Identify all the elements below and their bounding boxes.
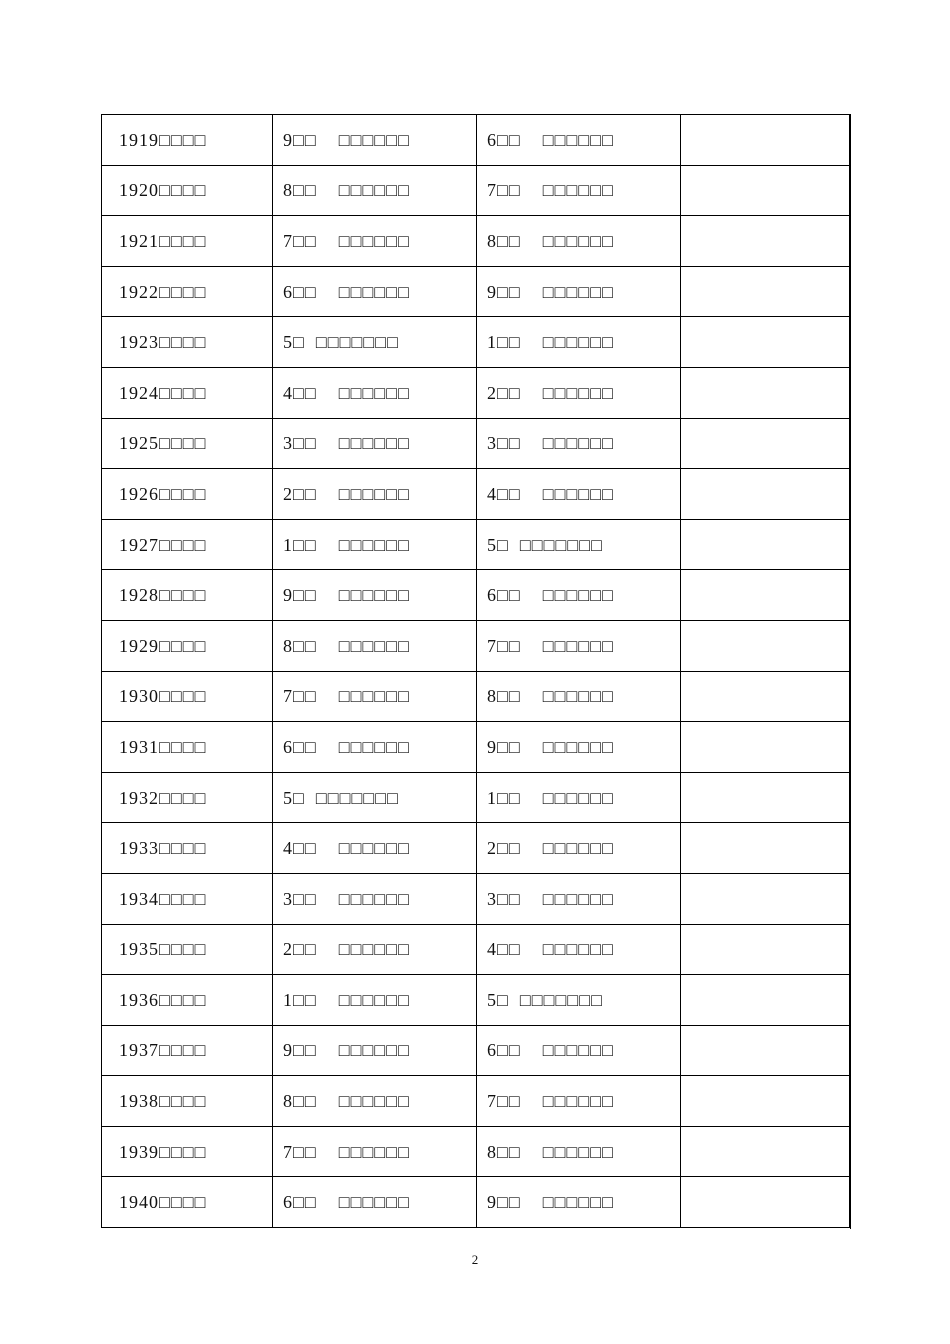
notes-cell (681, 772, 850, 823)
notes-cell (681, 418, 850, 469)
table-row (102, 823, 850, 874)
table-row (102, 165, 850, 216)
notes-cell (681, 266, 850, 317)
table-row (102, 216, 850, 267)
year-cell: 1926□□□□ (102, 469, 273, 520)
value-cell-b: 9□□ □□□□□□ (477, 1177, 681, 1228)
value-cell-b: 9□□ □□□□□□ (477, 722, 681, 773)
value-cell-a: 8□□ □□□□□□ (273, 1076, 477, 1127)
year-cell: 1924□□□□ (102, 367, 273, 418)
table-row (102, 1076, 850, 1127)
value-cell-a: 8□□ □□□□□□ (273, 620, 477, 671)
value-cell-b: 4□□ □□□□□□ (477, 469, 681, 520)
notes-cell (681, 115, 850, 166)
value-cell-a: 7□□ □□□□□□ (273, 1126, 477, 1177)
year-cell: 1935□□□□ (102, 924, 273, 975)
value-cell-a: 9□□ □□□□□□ (273, 1025, 477, 1076)
table-row (102, 722, 850, 773)
table-row (102, 266, 850, 317)
year-table (101, 114, 850, 1228)
notes-cell (681, 924, 850, 975)
value-cell-a: 6□□ □□□□□□ (273, 722, 477, 773)
year-cell: 1922□□□□ (102, 266, 273, 317)
year-cell: 1925□□□□ (102, 418, 273, 469)
year-cell: 1933□□□□ (102, 823, 273, 874)
value-cell-b: 8□□ □□□□□□ (477, 671, 681, 722)
value-cell-b: 6□□ □□□□□□ (477, 570, 681, 621)
value-cell-b: 4□□ □□□□□□ (477, 924, 681, 975)
notes-cell (681, 671, 850, 722)
value-cell-a: 8□□ □□□□□□ (273, 165, 477, 216)
notes-cell (681, 1177, 850, 1228)
notes-cell (681, 469, 850, 520)
notes-cell (681, 317, 850, 368)
value-cell-a: 4□□ □□□□□□ (273, 823, 477, 874)
table-row (102, 115, 850, 166)
year-cell: 1930□□□□ (102, 671, 273, 722)
year-cell: 1919□□□□ (102, 115, 273, 166)
table-row (102, 975, 850, 1026)
value-cell-a: 7□□ □□□□□□ (273, 216, 477, 267)
year-cell: 1940□□□□ (102, 1177, 273, 1228)
notes-cell (681, 570, 850, 621)
value-cell-b: 8□□ □□□□□□ (477, 1126, 681, 1177)
table-row (102, 620, 850, 671)
table-row (102, 1126, 850, 1177)
value-cell-b: 3□□ □□□□□□ (477, 418, 681, 469)
table-row (102, 469, 850, 520)
table-row (102, 317, 850, 368)
year-cell: 1921□□□□ (102, 216, 273, 267)
notes-cell (681, 165, 850, 216)
year-cell: 1938□□□□ (102, 1076, 273, 1127)
year-cell: 1936□□□□ (102, 975, 273, 1026)
value-cell-a: 6□□ □□□□□□ (273, 1177, 477, 1228)
notes-cell (681, 823, 850, 874)
page-number: 2 (471, 1252, 479, 1267)
table-row (102, 772, 850, 823)
notes-cell (681, 1076, 850, 1127)
value-cell-a: 5□ □□□□□□□ (273, 772, 477, 823)
value-cell-b: 1□□ □□□□□□ (477, 772, 681, 823)
notes-cell (681, 1025, 850, 1076)
year-cell: 1931□□□□ (102, 722, 273, 773)
value-cell-b: 1□□ □□□□□□ (477, 317, 681, 368)
table-row (102, 418, 850, 469)
value-cell-b: 2□□ □□□□□□ (477, 823, 681, 874)
year-cell: 1937□□□□ (102, 1025, 273, 1076)
value-cell-b: 6□□ □□□□□□ (477, 115, 681, 166)
value-cell-a: 2□□ □□□□□□ (273, 469, 477, 520)
notes-cell (681, 367, 850, 418)
value-cell-a: 5□ □□□□□□□ (273, 317, 477, 368)
year-cell: 1923□□□□ (102, 317, 273, 368)
notes-cell (681, 873, 850, 924)
year-cell: 1929□□□□ (102, 620, 273, 671)
table-right-rule (850, 114, 851, 1229)
year-cell: 1927□□□□ (102, 519, 273, 570)
value-cell-a: 9□□ □□□□□□ (273, 115, 477, 166)
value-cell-b: 9□□ □□□□□□ (477, 266, 681, 317)
notes-cell (681, 216, 850, 267)
value-cell-a: 4□□ □□□□□□ (273, 367, 477, 418)
year-cell: 1928□□□□ (102, 570, 273, 621)
table-row (102, 570, 850, 621)
notes-cell (681, 722, 850, 773)
notes-cell (681, 975, 850, 1026)
value-cell-a: 3□□ □□□□□□ (273, 873, 477, 924)
table-row (102, 519, 850, 570)
table-row (102, 873, 850, 924)
notes-cell (681, 620, 850, 671)
year-cell: 1934□□□□ (102, 873, 273, 924)
value-cell-b: 7□□ □□□□□□ (477, 1076, 681, 1127)
table-row (102, 924, 850, 975)
value-cell-a: 9□□ □□□□□□ (273, 570, 477, 621)
value-cell-b: 5□ □□□□□□□ (477, 519, 681, 570)
notes-cell (681, 1126, 850, 1177)
year-cell: 1932□□□□ (102, 772, 273, 823)
value-cell-b: 3□□ □□□□□□ (477, 873, 681, 924)
year-cell: 1920□□□□ (102, 165, 273, 216)
table-row (102, 367, 850, 418)
notes-cell (681, 519, 850, 570)
value-cell-b: 6□□ □□□□□□ (477, 1025, 681, 1076)
year-cell: 1939□□□□ (102, 1126, 273, 1177)
value-cell-a: 7□□ □□□□□□ (273, 671, 477, 722)
value-cell-a: 6□□ □□□□□□ (273, 266, 477, 317)
table-row (102, 671, 850, 722)
year-table-body (102, 115, 850, 1228)
value-cell-a: 1□□ □□□□□□ (273, 975, 477, 1026)
value-cell-b: 7□□ □□□□□□ (477, 165, 681, 216)
value-cell-a: 3□□ □□□□□□ (273, 418, 477, 469)
table-row (102, 1177, 850, 1228)
value-cell-b: 5□ □□□□□□□ (477, 975, 681, 1026)
value-cell-a: 1□□ □□□□□□ (273, 519, 477, 570)
value-cell-b: 8□□ □□□□□□ (477, 216, 681, 267)
table-row (102, 1025, 850, 1076)
value-cell-b: 2□□ □□□□□□ (477, 367, 681, 418)
value-cell-a: 2□□ □□□□□□ (273, 924, 477, 975)
value-cell-b: 7□□ □□□□□□ (477, 620, 681, 671)
